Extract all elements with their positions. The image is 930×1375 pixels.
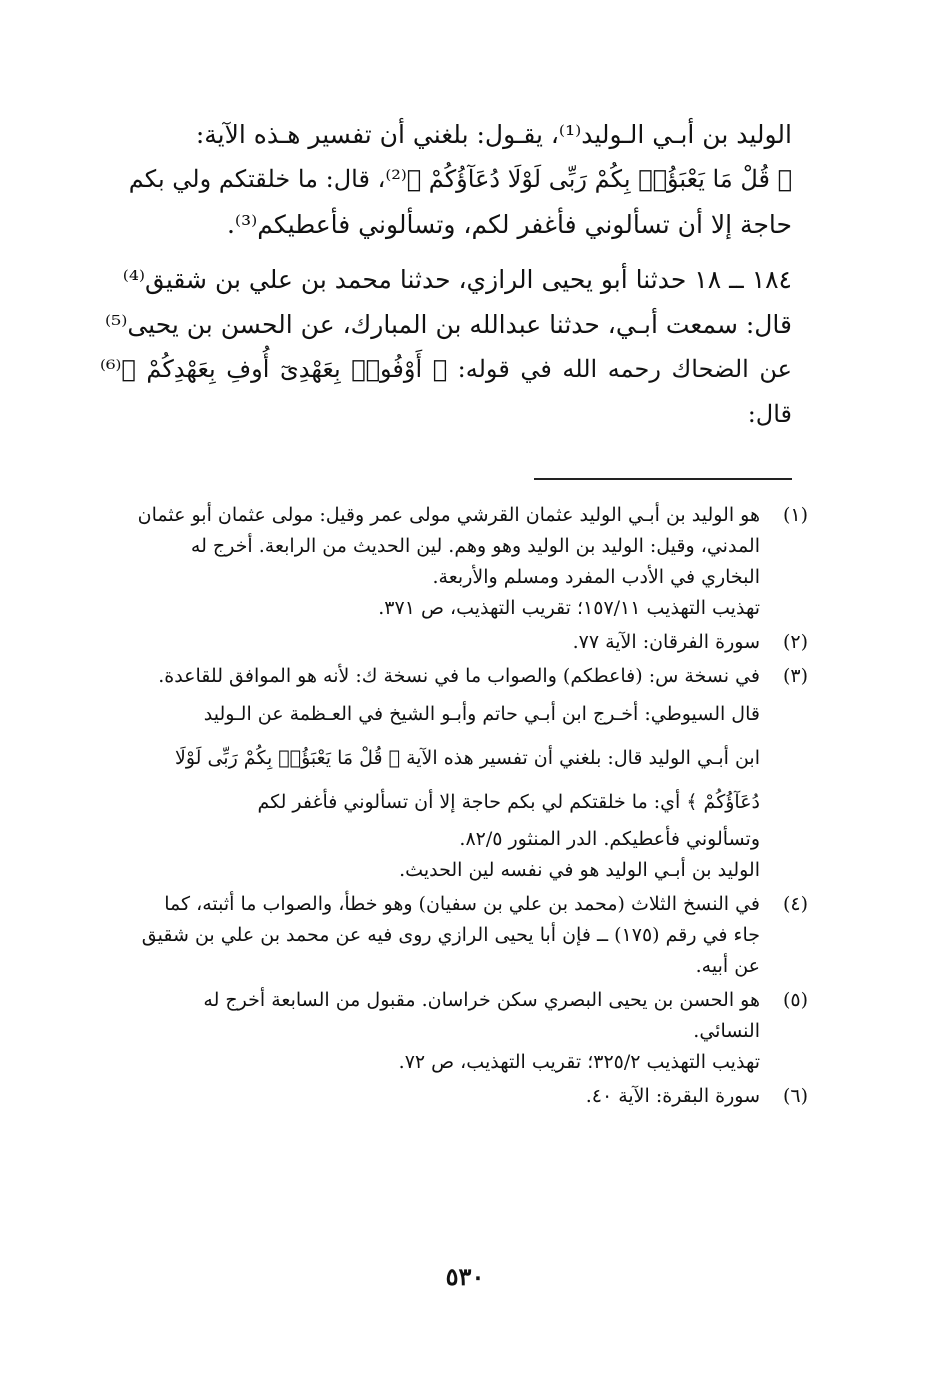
footnote-line: تهذيب التهذيب ٣٢٥/٢؛ تقريب التهذيب، ص ٧٢. (398, 1051, 760, 1073)
footnote-line: في النسخ الثلاث (محمد بن علي بن سفيان) وهو خطأ، والصواب ما أثبته، كما (164, 893, 760, 915)
footnote-line: هو الحسن بن يحيى البصري سكن خراسان. مقبول من السابعة أخرج له (203, 989, 760, 1011)
footnote-line: سورة الفرقان: الآية ٧٧. (572, 631, 760, 653)
footnote-line: في نسخة س: (فاعطكم) والصواب ما في نسخة ك: لأنه هو الموافق للقاعدة. (158, 665, 760, 687)
footnote-line: سورة البقرة: الآية ٤٠. (585, 1085, 760, 1107)
footnote-divider (534, 478, 792, 480)
footnote-body (100, 627, 760, 658)
page-number: ٥٣٠ (445, 1262, 485, 1291)
footnote-body (100, 500, 760, 624)
footnote-4 (100, 889, 808, 982)
footnote-line: المدني، وقيل: الوليد بن الوليد وهو وهم. لين الحديث من الرابعة. أخرج له (190, 535, 760, 557)
footnote-2 (100, 627, 808, 658)
footnote-number: (٦) (782, 1085, 808, 1107)
footnote-number: (٥) (782, 989, 808, 1011)
footnote-line: عن أبيه. (695, 955, 760, 977)
main-line: الوليد بن أبـي الـوليد⁽¹⁾، يقـول: بلغني أن تفسير هـذه الآية: (195, 120, 792, 149)
main-line: ﴿ قُلْ مَا يَعْبَؤُا۟ بِكُمْ رَبِّى لَوْلَا دُعَآؤُكُمْ ﴾⁽²⁾، قال: ما خلقتكم ولي بكم (128, 165, 792, 193)
hadith-line: ١٨٤ ــ ١٨ حدثنا أبو يحيى الرازي، حدثنا محمد بن علي بن شقيق⁽⁴⁾ (122, 265, 792, 294)
footnote-line: جاء في رقم (١٧٥) ــ فإن أبا يحيى الرازي روى فيه عن محمد بن علي بن شقيق (141, 924, 760, 946)
footnote-line: تهذيب التهذيب ١٥٧/١١؛ تقريب التهذيب، ص ٣٧١. (378, 597, 760, 619)
footnote-1 (100, 500, 808, 624)
main-line: قال: سمعت أبـي، حدثنا عبدالله بن المبارك، عن الحسن بن يحيى⁽⁵⁾ (105, 310, 792, 339)
main-line: حاجة إلا أن تسألوني فأغفر لكم، وتسألوني فأعطيكم⁽³⁾. (226, 210, 792, 239)
footnote-number: (٣) (782, 665, 808, 687)
footnote-line: دُعَآؤُكُمْ ﴾ أي: ما خلقتكم لي بكم حاجة إلا أن تسألوني فأغفر لكم (257, 791, 760, 813)
footnote-6 (100, 1081, 808, 1112)
footnote-line: قال السيوطي: أخـرج ابن أبـي حاتم وأبـو الشيخ في العـظمة عن الـوليد (203, 703, 760, 725)
footnote-3 (100, 661, 808, 886)
footnote-line: البخاري في الأدب المفرد ومسلم والأربعة. (432, 566, 760, 588)
footnote-body (100, 1081, 760, 1112)
footnotes (100, 500, 808, 1115)
footnote-line: وتسألوني فأعطيكم. الدر المنثور ٨٢/٥. (459, 828, 760, 850)
footnote-body (100, 985, 760, 1078)
footnote-body (100, 889, 760, 982)
footnote-number: (٤) (782, 893, 808, 915)
main-text (100, 112, 792, 437)
footnote-number: (١) (782, 504, 808, 526)
footnote-number: (٢) (782, 631, 808, 653)
main-line: عن الضحاك رحمه الله في قوله: ﴿ أَوْفُوا۟ بِعَهْدِىٓ أُوفِ بِعَهْدِكُمْ ﴾⁽⁶⁾ قال: (100, 355, 792, 428)
footnote-body (100, 661, 760, 886)
footnote-5 (100, 985, 808, 1078)
footnote-line: هو الوليد بن أبـي الوليد عثمان القرشي مولى عمر وقيل: مولى عثمان أبو عثمان (137, 504, 760, 526)
footnote-line: ابن أبـي الوليد قال: بلغني أن تفسير هذه الآية ﴿ قُلْ مَا يَعْبَؤُا۟ بِكُمْ رَبِّى لَوْلَا (174, 747, 760, 769)
footnote-line: الوليد بن أبـي الوليد هو في نفسه لين الحديث. (399, 859, 760, 881)
footnote-line: النسائي. (693, 1020, 760, 1042)
